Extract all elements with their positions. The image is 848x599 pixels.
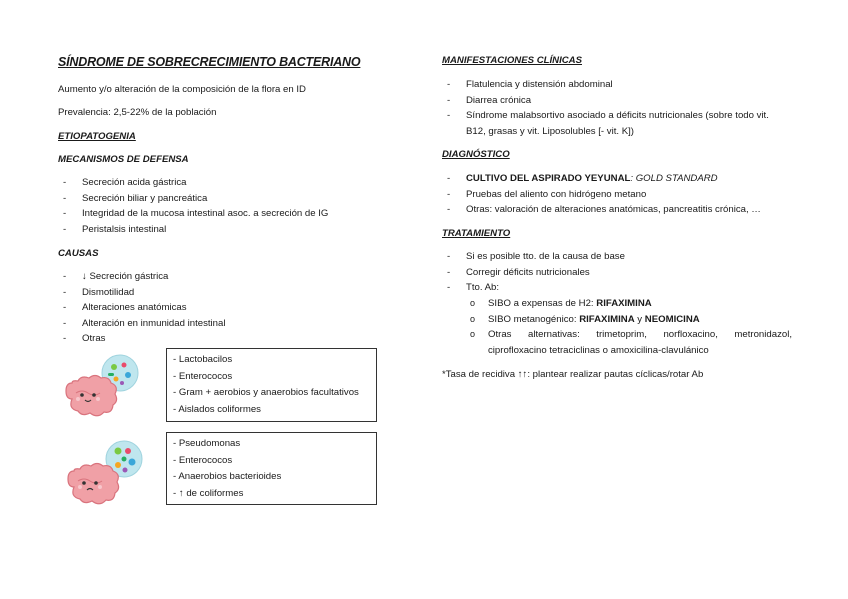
- gold-standard-label: : GOLD STANDARD: [630, 173, 718, 184]
- sibo-methane-drug-1: RIFAXIMINA: [579, 313, 635, 325]
- sibo-methane-conj: y: [634, 313, 645, 325]
- list-item: [442, 124, 769, 140]
- list-item: [470, 312, 792, 328]
- alternatives-line-2: ciprofloxacino tetraciclinas o amoxicilina-clavulánico: [488, 344, 709, 356]
- flora-item: - Enterococos: [173, 454, 233, 466]
- list-item: [470, 296, 792, 312]
- list-item-continuation: B12, grasas y vit. Liposolubles [- vit. K]): [466, 125, 634, 137]
- list-item: - Corregir déficits nutricionales: [442, 265, 625, 281]
- causes-heading: CAUSAS: [58, 248, 99, 259]
- pathogenic-flora-box: [166, 432, 377, 505]
- alternatives-line-1: o Otras alternativas: trimetoprim, norfloxacino, metronidazol,: [488, 329, 792, 341]
- list-item: - Diarrea crónica: [442, 93, 769, 109]
- causes-list: [58, 269, 225, 347]
- antibiotic-list: [470, 296, 792, 358]
- treat-list: [442, 249, 625, 296]
- list-item: - Integridad de la mucosa intestinal asoc. a secreción de IG: [58, 206, 328, 222]
- sibo-h2-label: SIBO a expensas de H2:: [488, 298, 597, 309]
- flora-item: - Enterococos: [173, 370, 233, 382]
- list-item: - Alteración en inmunidad intestinal: [58, 316, 225, 332]
- prevalence-text: Prevalencia: 2,5-22% de la población: [58, 107, 217, 118]
- list-item: [442, 171, 761, 187]
- healthy-intestine-icon: [62, 353, 142, 419]
- flora-item: - ↑ de coliformes: [173, 487, 244, 499]
- list-item: - Si es posible tto. de la causa de base: [442, 249, 625, 265]
- flora-item: - Pseudomonas: [173, 438, 241, 449]
- sibo-h2-drug: RIFAXIMINA: [596, 298, 652, 309]
- defense-list: [58, 175, 328, 237]
- list-item: [470, 327, 792, 358]
- list-item: - Síndrome malabsortivo asociado a déficits nutricionales (sobre todo vit.: [442, 108, 769, 124]
- sick-intestine-icon: [64, 437, 144, 507]
- list-item: - Otras: valoración de alteraciones anatómicas, pancreatitis crónica, …: [442, 202, 761, 218]
- list-item: - Alteraciones anatómicas: [58, 300, 225, 316]
- healthy-flora-box: [166, 348, 377, 422]
- manifest-list: [442, 77, 769, 139]
- treat-heading: TRATAMIENTO: [442, 228, 511, 239]
- diag-heading: DIAGNÓSTICO: [442, 149, 510, 160]
- list-item: - Peristalsis intestinal: [58, 222, 328, 238]
- list-item: - Secreción biliar y pancreática: [58, 191, 328, 207]
- list-item: - Otras: [58, 331, 225, 347]
- sibo-methane-drug-2: NEOMICINA: [644, 313, 700, 325]
- manifest-heading: MANIFESTACIONES CLÍNICAS: [442, 55, 582, 66]
- flora-item: - Lactobacilos: [173, 354, 233, 365]
- diag-list: [442, 171, 761, 218]
- list-item: - Pruebas del aliento con hidrógeno metano: [442, 187, 761, 203]
- flora-item: - Anaerobios bacterioides: [173, 471, 282, 483]
- list-item: - ↓ Secreción gástrica: [58, 269, 225, 285]
- page-title: SÍNDROME DE SOBRECRECIMIENTO BACTERIANO: [58, 55, 361, 69]
- list-item: - Flatulencia y distensión abdominal: [442, 77, 769, 93]
- definition-text: Aumento y/o alteración de la composición de la flora en ID: [58, 84, 306, 95]
- sibo-methane-label: SIBO metanogénico:: [488, 313, 580, 325]
- gold-standard-test: CULTIVO DEL ASPIRADO YEYUNAL: [466, 173, 631, 184]
- defense-heading: MECANISMOS DE DEFENSA: [58, 154, 189, 165]
- etio-heading: ETIOPATOGENIA: [58, 131, 136, 142]
- flora-item: - Aislados coliformes: [173, 403, 261, 415]
- recurrence-note: *Tasa de recidiva ↑↑: plantear realizar pautas cíclicas/rotar Ab: [442, 369, 704, 380]
- list-item: - Tto. Ab:: [442, 280, 625, 296]
- flora-item: - Gram + aerobios y anaerobios facultativos: [173, 387, 359, 399]
- list-item: - Secreción acida gástrica: [58, 175, 328, 191]
- list-item: - Dismotilidad: [58, 285, 225, 301]
